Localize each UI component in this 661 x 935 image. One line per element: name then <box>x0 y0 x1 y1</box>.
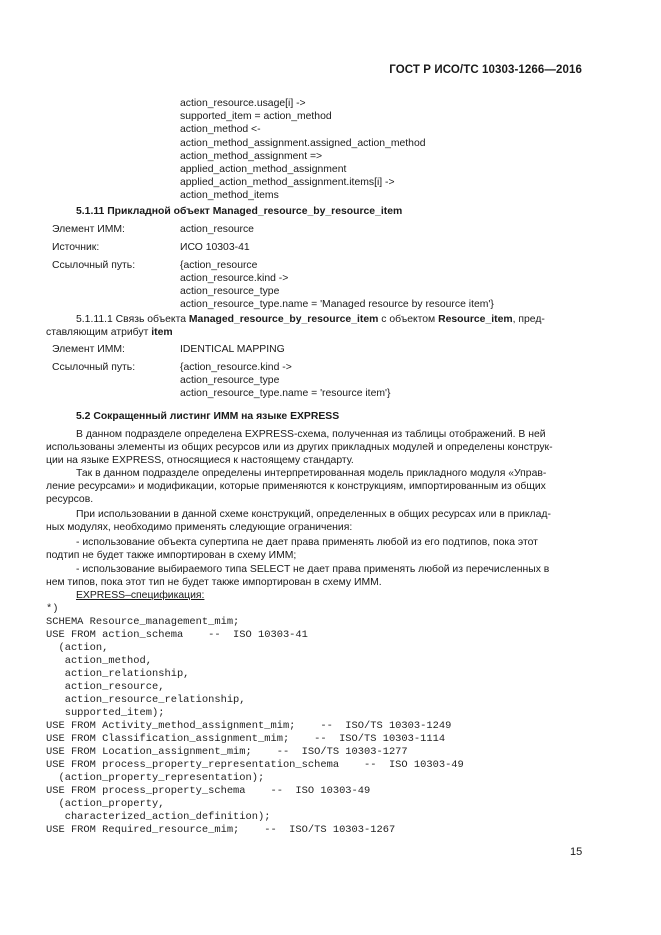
code-line: USE FROM process_property_representation_schema -- ISO 10303-49 <box>46 759 464 771</box>
ref-line: action_resource.usage[i] -> <box>180 98 306 109</box>
paragraph-line: При использовании в данной схеме конструкций, определенных в общих ресурсах или в приклад- <box>76 509 551 520</box>
ref-line: action_method_items <box>180 190 279 201</box>
ref-line: action_resource_type.name = 'Managed resource by resource item'} <box>180 299 494 310</box>
code-line: USE FROM process_property_schema -- ISO 10303-49 <box>46 785 371 797</box>
code-line: SCHEMA Resource_management_mim; <box>46 616 240 628</box>
paragraph-line: В данном подразделе определена EXPRESS-схема, полученная из таблицы отображений. В ней <box>76 429 546 440</box>
source-label: Источник: <box>52 242 100 253</box>
ref-line: applied_action_method_assignment.items[i] -> <box>180 177 395 188</box>
ref-path-label: Ссылочный путь: <box>52 362 136 373</box>
section-5-1-11-1-heading <box>76 313 545 326</box>
element-value: action_resource <box>180 224 254 235</box>
code-line: (action_property_representation); <box>46 772 265 784</box>
attribute-name: item <box>151 327 173 338</box>
document-header: ГОСТ Р ИСО/ТС 10303-1266—2016 <box>389 64 582 76</box>
paragraph-line: подтип не будет также импортирован в схему ИММ; <box>46 550 297 561</box>
ref-line: action_resource_type <box>180 286 280 297</box>
paragraph-line: ции на языке EXPRESS, относящиеся к настоящему стандарту. <box>46 455 354 466</box>
code-line: action_relationship, <box>46 668 190 680</box>
code-line: action_resource_relationship, <box>46 694 246 706</box>
page-number: 15 <box>570 846 583 858</box>
element-label: Элемент ИММ: <box>52 224 125 235</box>
ref-path-label: Ссылочный путь: <box>52 260 136 271</box>
heading-suffix: , пред- <box>512 314 545 325</box>
ref-line: {action_resource.kind -> <box>180 362 292 373</box>
code-line: action_resource, <box>46 681 165 693</box>
paragraph-line: - использование объекта супертипа не дает права применять любой из его подтипов, пока этот <box>76 537 538 548</box>
source-value: ИСО 10303-41 <box>180 242 250 253</box>
heading-name: Managed_resource_by_resource_item <box>212 206 403 217</box>
code-line: USE FROM Required_resource_mim; -- ISO/TS 10303-1267 <box>46 824 396 836</box>
target-name: Resource_item <box>438 314 513 325</box>
paragraph-line: Так в данном подразделе определены интерпретированная модель прикладного модуля «Управ- <box>76 468 547 479</box>
ref-line: applied_action_method_assignment <box>180 164 347 175</box>
section-5-1-11-heading <box>76 205 402 218</box>
paragraph-line: нем типов, пока этот тип не будет также импортирован в схему ИММ. <box>46 577 382 588</box>
code-line: USE FROM Location_assignment_mim; -- ISO/TS 10303-1277 <box>46 746 408 758</box>
heading-number: 5.1.11 Прикладной объект <box>76 206 210 217</box>
line2-text: ставляющим атрибут <box>46 327 149 338</box>
ref-line: supported_item = action_method <box>180 111 332 122</box>
code-line: characterized_action_definition); <box>46 811 271 823</box>
paragraph-line: - использование выбираемого типа SELECT не дает права применять любой из перечисленных в <box>76 564 550 575</box>
ref-line: action_method_assignment => <box>180 151 323 162</box>
ref-line: action_resource.kind -> <box>180 273 289 284</box>
section-5-1-11-1-line2 <box>46 326 173 339</box>
ref-line: action_method_assignment.assigned_action_method <box>180 138 426 149</box>
ref-line: action_method <- <box>180 124 261 135</box>
object-name: Managed_resource_by_resource_item <box>188 314 379 325</box>
code-line: (action, <box>46 642 109 654</box>
heading-mid: с объектом <box>381 314 436 325</box>
element-value: IDENTICAL MAPPING <box>180 344 285 355</box>
code-line: (action_property, <box>46 798 165 810</box>
paragraph-line: ресурсов. <box>46 494 94 505</box>
paragraph-line: ных модулях, необходимо применять следующие ограничения: <box>46 522 353 533</box>
code-line: action_method, <box>46 655 153 667</box>
code-line: USE FROM Activity_method_assignment_mim; -- ISO/TS 10303-1249 <box>46 720 452 732</box>
section-5-2-heading: 5.2 Сокращенный листинг ИММ на языке EXPRESS <box>76 411 340 422</box>
code-line: supported_item); <box>46 707 165 719</box>
code-line: USE FROM Classification_assignment_mim; -- ISO/TS 10303-1114 <box>46 733 446 745</box>
code-line: USE FROM action_schema -- ISO 10303-41 <box>46 629 308 641</box>
paragraph-line: использованы элементы из общих ресурсов или из других прикладных модулей и определены конструк- <box>46 442 553 453</box>
paragraph-line: ление ресурсами» и модификации, которые применяются к конструкциям, импортированным из общих <box>46 481 546 492</box>
ref-line: action_resource_type <box>180 375 280 386</box>
ref-line: {action_resource <box>180 260 258 271</box>
code-line: *) <box>46 603 59 615</box>
element-label: Элемент ИММ: <box>52 344 125 355</box>
heading-prefix: 5.1.11.1 Связь объекта <box>76 314 187 325</box>
express-spec-label: EXPRESS–спецификация: <box>76 590 205 601</box>
ref-line: action_resource_type.name = 'resource item'} <box>180 388 391 399</box>
